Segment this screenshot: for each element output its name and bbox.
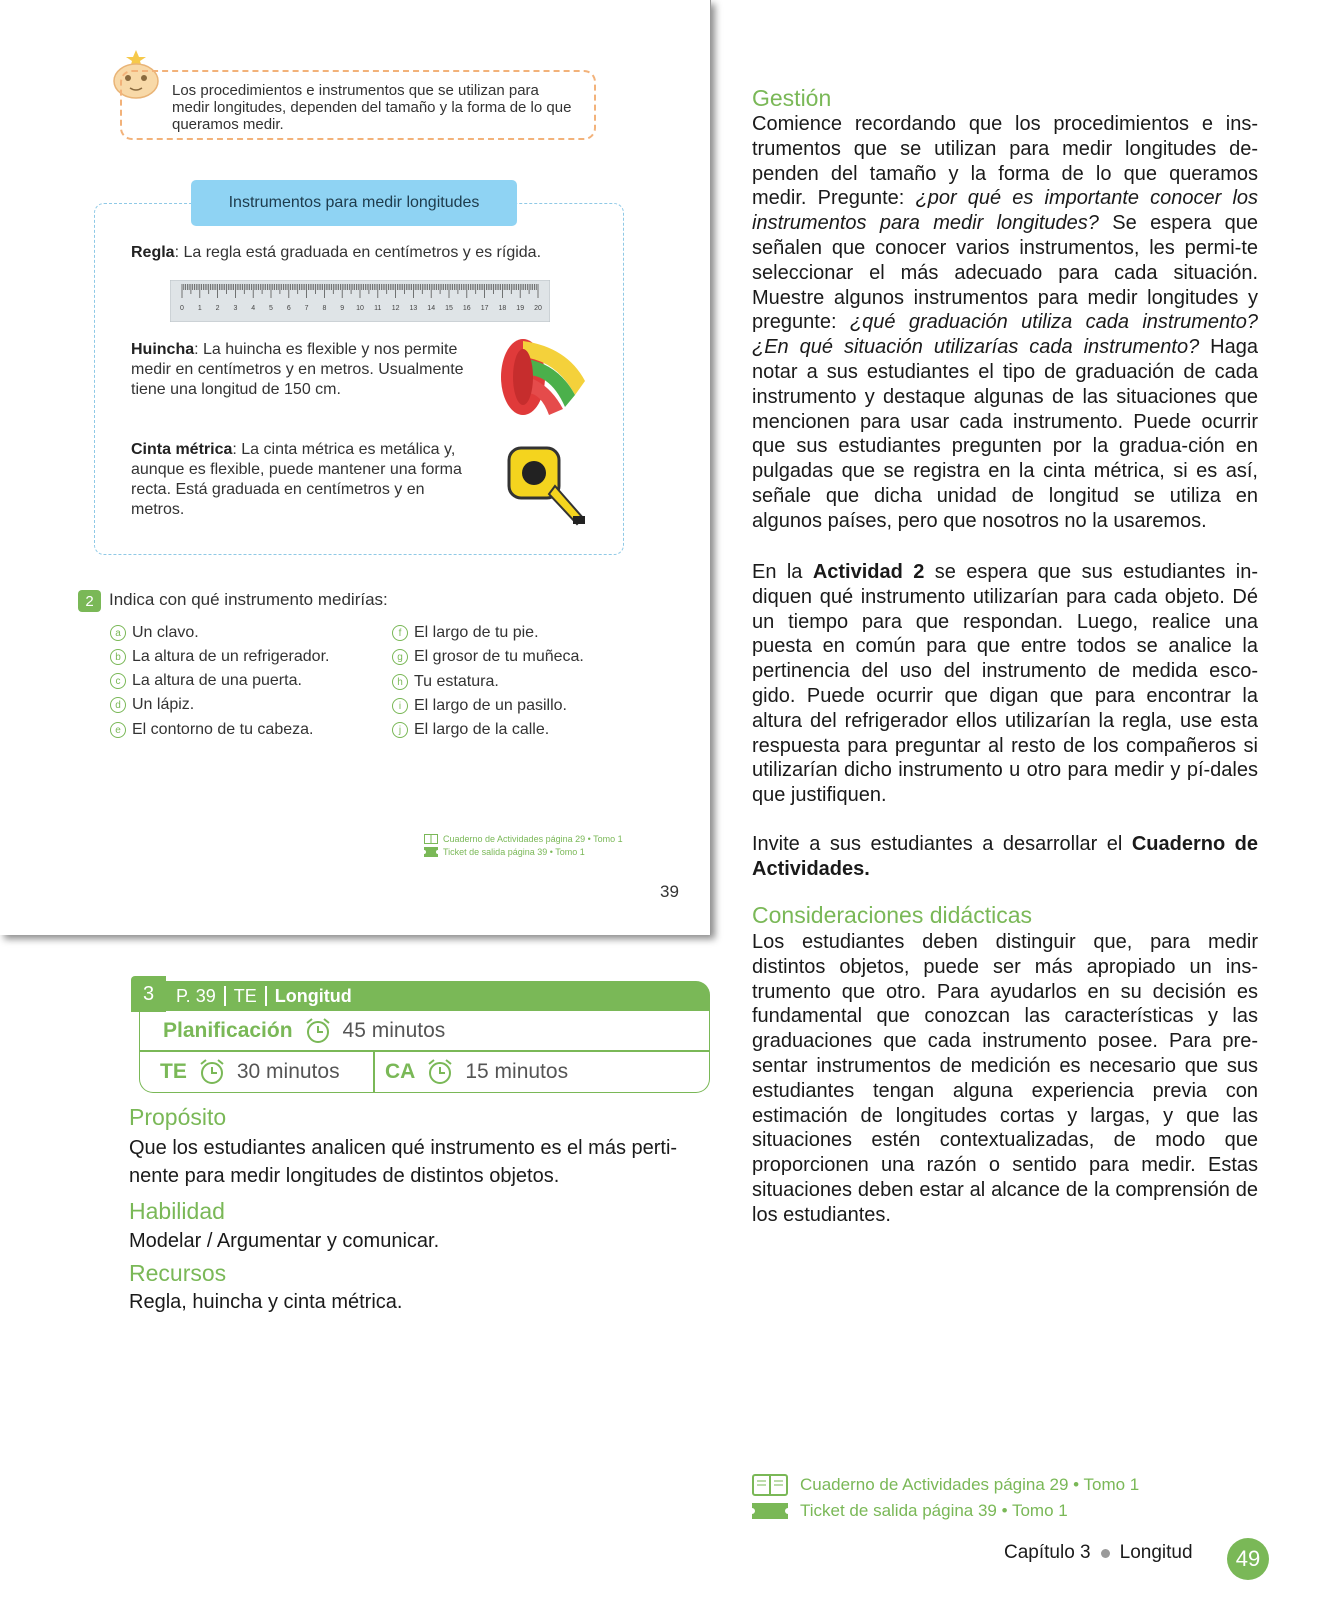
plan-te: TE <box>233 985 257 1006</box>
option-text: El largo de un pasillo. <box>414 697 567 714</box>
footer-ref-ticket-text: Ticket de salida página 39 • Tomo 1 <box>800 1501 1068 1520</box>
activity-ref: Actividad 2 <box>812 561 925 583</box>
option-letter: i <box>392 698 408 714</box>
ticket-icon <box>424 847 438 857</box>
ruler-tick-label: 20 <box>534 305 542 312</box>
option-letter: e <box>110 722 126 738</box>
book-icon <box>752 1474 788 1496</box>
ruler-tick-label: 16 <box>462 305 471 312</box>
option-letter: g <box>392 649 408 665</box>
huincha-description <box>131 340 471 400</box>
option-text: La altura de una puerta. <box>132 672 302 689</box>
te-label: TE <box>160 1060 187 1083</box>
ruler-tick-label: 0 <box>180 305 184 312</box>
ruler-tick-label: 5 <box>269 305 273 312</box>
gestion-text: se espera que sus estudiantes in-diquen qué instrumento utilizarían para cada objeto. Dé un tiempo para que respondan. Luego, realice una puesta en común para que entre todos se analice la pertinencia del uso del instrumento de medida esco-gido. Puede ocurrir que digan que para encontrar la altura del refrigerador ellos utilizarían la regla, use esta respuesta para preguntar al resto de los compañeros si utilizarían dicho instrumento u otro para medir y pí-dales que justifiquen. <box>752 561 1258 807</box>
footer-ref-cuaderno-text: Cuaderno de Actividades página 29 • Tomo 1 <box>800 1475 1140 1494</box>
option-a <box>110 624 199 642</box>
option-d <box>110 696 194 714</box>
gestion-text: Haga notar a sus estudiantes el tipo de graduación de cada instrumento y destaque algunas de las situaciones que mencionen para usar cada instrumento. Puede ocurrir que sus estudiantes pregunten por la gradua-ción en pulgadas que se registra en la cinta métrica, si es así, señale que dicha unidad de longitud se utiliza en algunos países, pero que nosotros no la usaremos. <box>752 336 1258 532</box>
option-text: Un clavo. <box>132 624 199 641</box>
option-letter: f <box>392 625 408 641</box>
recursos-text: Regla, huincha y cinta métrica. <box>129 1291 403 1313</box>
gestion-paragraph-3 <box>752 832 1258 882</box>
page-number: 49 <box>1227 1538 1269 1580</box>
gestion-question: ¿qué graduación utiliza cada instrumento? ¿En qué situación utilizarías cada instrumento? <box>752 311 1258 359</box>
huincha-name: Huincha <box>131 341 195 358</box>
footer-ref-ticket <box>752 1500 1068 1522</box>
option-j <box>392 721 549 739</box>
ruler-icon <box>170 280 550 322</box>
separator-dot <box>1101 1549 1110 1558</box>
divider <box>373 1051 375 1093</box>
option-letter: b <box>110 649 126 665</box>
gestion-text: Invite a sus estudiantes a desarrollar el <box>752 833 1132 855</box>
ruler-tick-label: 7 <box>304 305 309 312</box>
divider <box>139 1050 710 1052</box>
regla-name: Regla <box>131 244 175 261</box>
ruler-tick-label: 9 <box>340 305 345 312</box>
footer-chapter <box>1004 1542 1193 1564</box>
ruler-tick-label: 8 <box>322 305 327 312</box>
plan-te-cell <box>160 1054 340 1090</box>
option-text: Un lápiz. <box>132 696 195 713</box>
option-letter: j <box>392 722 408 738</box>
separator <box>265 986 267 1006</box>
option-text: El contorno de tu cabeza. <box>132 721 314 738</box>
chapter-label: Capítulo 3 <box>1004 1542 1091 1563</box>
note-box: Los procedimientos e instrumentos que se utilizan para medir longitudes, dependen del tamaño y la forma de lo que queramos medir. <box>120 70 596 140</box>
gestion-title: Gestión <box>752 85 832 111</box>
option-b <box>110 648 329 666</box>
gestion-text: En la <box>752 561 813 583</box>
gestion-question: ¿por qué es importante conocer los instrumentos para medir longitudes? <box>752 187 1259 235</box>
option-letter: a <box>110 625 126 641</box>
gestion-text: Se espera que señalen que conocer varios instrumentos, les permi-te seleccionar el más adecuado para cada situación. Muestre algunos instrumentos para medir longitudes y pregunte: <box>752 212 1258 334</box>
instruments-title: Instrumentos para medir longitudes <box>191 180 517 226</box>
option-text: La altura de un refrigerador. <box>132 648 330 665</box>
ruler-tick-label: 13 <box>409 305 418 312</box>
ruler-tick-label: 15 <box>445 305 453 312</box>
book-icon <box>424 834 438 844</box>
ruler-tick-label: 12 <box>391 305 400 312</box>
option-text: El largo de tu pie. <box>414 624 539 641</box>
cuaderno-ref: Cuaderno de Actividades. <box>752 833 1258 880</box>
ruler-tick-label: 3 <box>233 305 238 312</box>
option-letter: d <box>110 697 126 713</box>
mini-ref-ticket <box>424 847 585 857</box>
planificacion-time: 45 minutos <box>342 1019 446 1042</box>
gestion-paragraph-1 <box>752 112 1258 534</box>
alarm-clock-icon <box>425 1057 455 1087</box>
activity-number-badge: 2 <box>78 590 101 612</box>
ruler-tick-label: 17 <box>480 305 489 312</box>
option-e <box>110 721 313 739</box>
proposito-text: Que los estudiantes analicen qué instrumento es el más perti-nente para medir longitudes de distintos objetos. <box>129 1137 678 1187</box>
option-g <box>392 648 584 666</box>
planificacion-label: Planificación <box>163 1019 293 1042</box>
cinta-description <box>131 440 471 520</box>
plan-topic: Longitud <box>274 985 352 1006</box>
ticket-icon <box>752 1500 788 1522</box>
separator <box>224 986 226 1006</box>
regla-description <box>131 243 601 263</box>
habilidad-title: Habilidad <box>129 1198 225 1224</box>
activity-question: Indica con qué instrumento medirías: <box>109 590 388 609</box>
habilidad-text: Modelar / Argumentar y comunicar. <box>129 1230 440 1252</box>
alarm-clock-icon <box>303 1016 333 1046</box>
ca-label: CA <box>385 1060 416 1083</box>
ruler-tick-label: 1 <box>197 305 202 312</box>
gestion-text: Comience recordando que los procedimientos e ins-trumentos que se utilizan para medir longitudes de-penden del tamaño y la forma de lo que queramos medir. Pregunte: <box>752 113 1258 210</box>
ruler-tick-label: 2 <box>215 305 220 312</box>
option-i <box>392 697 567 715</box>
plan-header-bar <box>166 981 710 1011</box>
cinta-text: : La cinta métrica es metálica y, aunque es flexible, puede mantener una forma recta. Está graduada en centímetros y en metros. <box>131 441 462 518</box>
option-text: Tu estatura. <box>414 673 499 690</box>
option-letter: c <box>110 673 126 689</box>
gestion-paragraph-2 <box>752 560 1258 808</box>
alarm-clock-icon <box>197 1057 227 1087</box>
proposito-title: Propósito <box>129 1104 227 1130</box>
huincha-text: : La huincha es flexible y nos permite medir en centímetros y en metros. Usualmente tiene una longitud de 150 cm. <box>131 341 464 398</box>
footer-ref-cuaderno <box>752 1474 1139 1496</box>
regla-text: : La regla está graduada en centímetros y es rígida. <box>174 244 542 261</box>
te-time: 30 minutos <box>236 1060 340 1083</box>
cinta-name: Cinta métrica <box>131 441 233 458</box>
consideraciones-text: Los estudiantes deben distinguir que, para medir distintos objetos, puede ser más apropiado un ins-trumento que otro. Para ayudarlos en su decisión es fundamental que conozcan las características y las graduaciones que cada instrumento posee. Para pre-sentar instrumentos de medición es necesario que sus estudiantes tengan alguna experiencia previa con estimación de longitudes cortas y largas, y que las situaciones estén contextualizadas, de modo que proporcionen una razón o sentido para medir. Estas situaciones deben estar al alcance de la comprensión de los estudiantes. <box>752 931 1258 1226</box>
student-page-number: 39 <box>660 882 679 901</box>
recursos-title: Recursos <box>129 1260 227 1286</box>
ruler-tick-label: 14 <box>427 305 436 312</box>
option-h <box>392 673 499 691</box>
ca-time: 15 minutos <box>465 1060 569 1083</box>
consideraciones-title: Consideraciones didácticas <box>752 902 1032 928</box>
plan-ca-cell <box>385 1054 568 1090</box>
option-letter: h <box>392 674 408 690</box>
plan-number: 3 <box>131 976 166 1012</box>
mini-ref-ticket-text: Ticket de salida página 39 • Tomo 1 <box>443 847 585 857</box>
option-text: El grosor de tu muñeca. <box>414 648 584 665</box>
ruler-tick-label: 6 <box>286 305 291 312</box>
option-c <box>110 672 302 690</box>
tape-measure-icon <box>497 335 589 419</box>
option-text: El largo de la calle. <box>414 721 550 738</box>
ruler-tick-label: 11 <box>374 305 382 312</box>
option-f <box>392 624 539 642</box>
plan-planificacion-row <box>163 1014 445 1048</box>
mini-ref-cuaderno <box>424 834 623 844</box>
metal-tape-icon <box>505 440 587 528</box>
ruler-tick-label: 18 <box>498 305 507 312</box>
ruler-tick-label: 4 <box>251 305 256 312</box>
mini-ref-cuaderno-text: Cuaderno de Actividades página 29 • Tomo 1 <box>443 834 623 844</box>
chapter-topic: Longitud <box>1119 1542 1193 1563</box>
ruler-tick-label: 19 <box>516 305 525 312</box>
plan-page: P. 39 <box>176 985 216 1006</box>
ruler-tick-label: 10 <box>356 305 364 312</box>
